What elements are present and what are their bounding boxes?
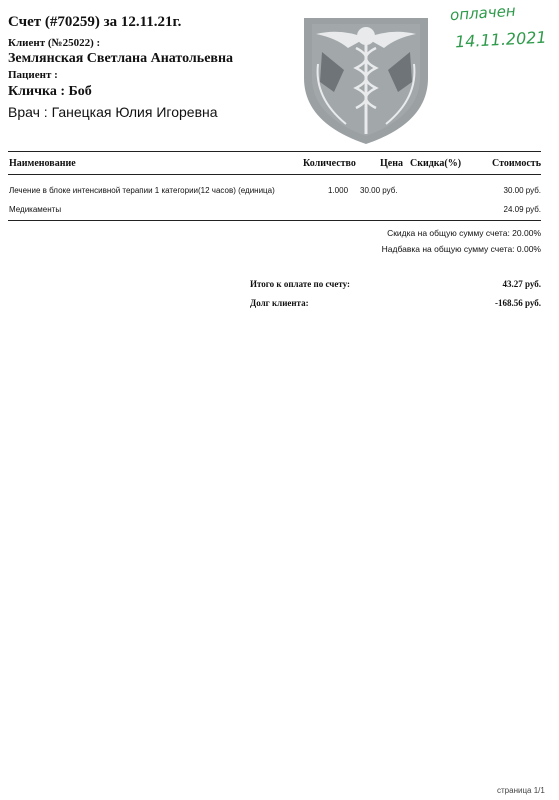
handwritten-paid-note: оплачен — [449, 1, 517, 25]
discount-summary: Скидка на общую сумму счета: 20.00% — [387, 228, 541, 238]
table-bottom-rule — [8, 220, 541, 221]
invoice-title: Счет (#70259) за 12.11.21г. — [8, 14, 182, 30]
patient-label: Пациент : — [8, 69, 58, 81]
client-name: Землянская Светлана Анатольевна — [8, 51, 234, 66]
handwritten-date-note: 14.11.2021 — [454, 27, 548, 52]
col-header-name: Наименование — [9, 158, 76, 169]
debt-value: -168.56 руб. — [494, 298, 541, 308]
table-header-rule — [8, 174, 541, 175]
row-price: 30.00 руб. — [360, 186, 398, 195]
page-number: страница 1/1 — [497, 786, 545, 795]
col-header-price: Цена — [380, 158, 403, 169]
col-header-discount: Скидка(%) — [410, 158, 462, 169]
col-header-cost: Стоимость — [492, 158, 541, 169]
row-name: Медикаменты — [9, 205, 62, 214]
header-rule — [8, 151, 541, 152]
total-value: 43.27 руб. — [502, 279, 541, 289]
total-label: Итого к оплате по счету: — [250, 279, 351, 289]
markup-summary: Надбавка на общую сумму счета: 0.00% — [381, 244, 541, 254]
row-cost: 30.00 руб. — [503, 186, 541, 195]
pet-name: Кличка : Боб — [8, 84, 92, 99]
row-cost: 24.09 руб. — [503, 205, 541, 214]
debt-label: Долг клиента: — [250, 298, 309, 308]
doctor-name: Врач : Ганецкая Юлия Игоревна — [8, 104, 218, 120]
clinic-emblem-icon — [286, 8, 446, 148]
row-name: Лечение в блоке интенсивной терапии 1 категории(12 часов) (единица) — [9, 186, 275, 195]
row-qty: 1.000 — [328, 186, 349, 195]
col-header-qty: Количество — [303, 158, 356, 169]
client-id: Клиент (№25022) : — [8, 37, 101, 49]
